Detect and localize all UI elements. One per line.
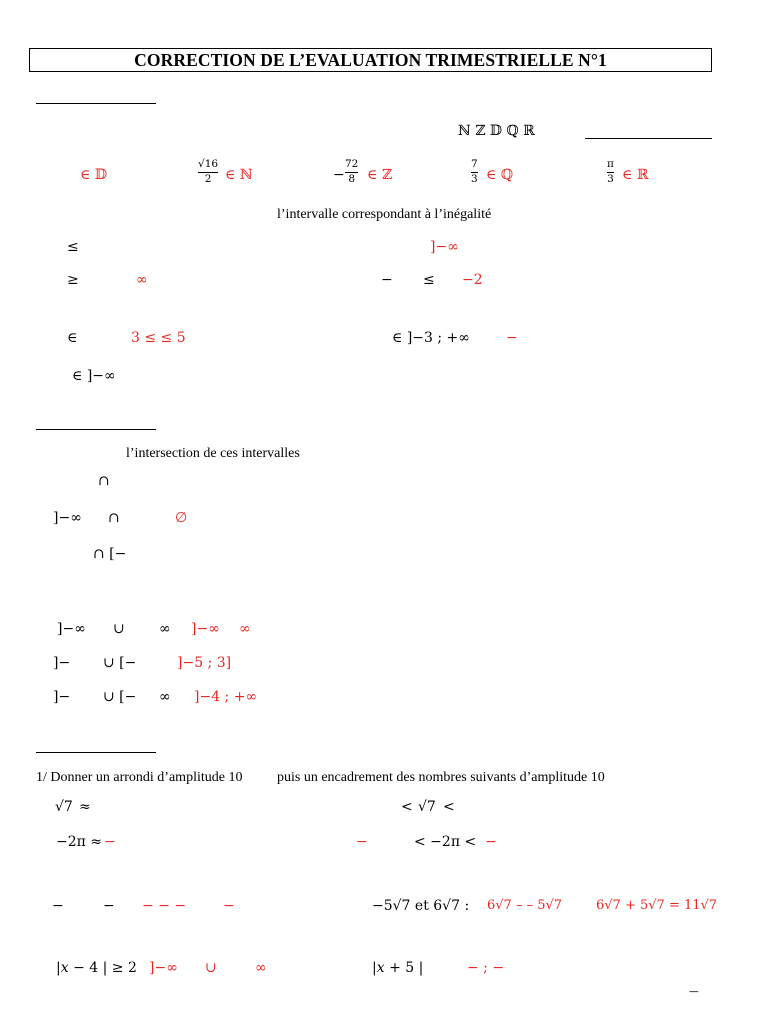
sqrt7-bound-lt-a: < bbox=[401, 799, 413, 815]
fraction-numerator: 72 bbox=[345, 158, 359, 170]
number-sets-line: ℕ ℤ 𝔻 ℚ ℝ bbox=[458, 123, 535, 139]
row3-answer-2: − bbox=[223, 898, 235, 914]
minus-2pi-rounding-answer: − bbox=[104, 834, 116, 850]
minus-2pi-bound-answer: − bbox=[485, 834, 497, 850]
ineq-3-right-answer: − bbox=[506, 330, 518, 346]
minus-2pi-mid-answer: − bbox=[356, 834, 368, 850]
abs-inequality-left: |𝑥 − 4 | ≥ 2 bbox=[56, 960, 137, 976]
abs-inequality-answer-union: ∪ bbox=[205, 960, 217, 976]
union-1-a: ]−∞ bbox=[57, 621, 86, 637]
ex1-e-fraction bbox=[607, 159, 614, 185]
ineq-2-right-a: − bbox=[381, 272, 393, 288]
ex1-c-minus: − bbox=[333, 167, 345, 183]
ineq-4-left: ∈ ]−∞ bbox=[72, 368, 116, 384]
union-3-a: ]− bbox=[53, 689, 71, 705]
union-1-answer-a: ]−∞ bbox=[191, 621, 220, 637]
abs-inequality-right: |𝑥 + 5 | bbox=[372, 960, 424, 976]
ex1-b-answer: ∈ ℕ bbox=[225, 167, 253, 183]
fraction-denominator: 3 bbox=[471, 172, 478, 185]
ex1-c-fraction bbox=[345, 159, 358, 185]
ineq-1-answer: ]−∞ bbox=[430, 239, 459, 255]
ineq-2-right-b: ≤ bbox=[423, 272, 435, 288]
minus-2pi-bound: < −2π < bbox=[414, 834, 477, 850]
ex1-d-answer: ∈ ℚ bbox=[486, 167, 514, 183]
union-3-c: ∞ bbox=[159, 689, 171, 705]
intersection-b-left: ]−∞ bbox=[53, 510, 82, 526]
intersection-instruction: l’intersection de ces intervalles bbox=[126, 446, 300, 461]
interval-instruction: l’intervalle correspondant à l’inégalité bbox=[277, 207, 492, 222]
ex1-d-fraction bbox=[471, 159, 478, 185]
question-1-part-b: puis un encadrement des nombres suivants d’amplitude 10 bbox=[277, 770, 605, 785]
minus-2pi-rounding: −2π ≈ bbox=[56, 834, 103, 850]
exercise-3-heading-rule bbox=[36, 752, 156, 753]
union-2-b: ∪ [− bbox=[103, 655, 137, 671]
ineq-3-left-answer: 3 ≤ ≤ 5 bbox=[131, 330, 186, 346]
fraction-denominator: 2 bbox=[204, 172, 212, 185]
intersection-c: ∩ [− bbox=[93, 546, 127, 562]
ex1-c-answer: ∈ ℤ bbox=[367, 167, 393, 183]
exercise-2-heading-rule bbox=[36, 429, 156, 430]
ineq-3-left-sym: ∈ bbox=[67, 330, 78, 346]
abs-inequality-answer-b: ∞ bbox=[255, 960, 267, 976]
intersection-b-answer: ∅ bbox=[175, 510, 188, 526]
fraction-numerator: π bbox=[607, 158, 614, 170]
row3-a: − bbox=[52, 898, 64, 914]
abs-inequality-right-answer: − ; − bbox=[467, 960, 505, 976]
title-box bbox=[29, 48, 712, 72]
fraction-denominator: 8 bbox=[348, 172, 356, 185]
ineq-2-right-answer: −2 bbox=[462, 272, 483, 288]
page-title: CORRECTION DE L’EVALUATION TRIMESTRIELLE N°1 bbox=[134, 49, 607, 70]
union-3-answer: ]−4 ; +∞ bbox=[194, 689, 258, 705]
fraction-numerator: √16 bbox=[198, 158, 219, 170]
answer-blank-line bbox=[585, 138, 712, 139]
sqrt7-rounding-symbol: ≈ bbox=[79, 799, 91, 815]
fraction-numerator: 7 bbox=[471, 158, 478, 170]
union-2-answer: ]−5 ; 3] bbox=[177, 655, 232, 671]
abs-inequality-answer-a: ]−∞ bbox=[149, 960, 178, 976]
compare-sqrt7-expr: −5√7 et 6√7 : bbox=[372, 898, 470, 914]
footer-mark: − bbox=[688, 984, 700, 1000]
sqrt7-rounding: √7 bbox=[55, 799, 73, 815]
union-3-b: ∪ [− bbox=[103, 689, 137, 705]
ineq-1-left: ≤ bbox=[67, 239, 79, 255]
compare-sqrt7-answer-b: 6√7 + 5√7 = 11√7 bbox=[596, 898, 718, 913]
compare-sqrt7-answer-a: 6√7 – – 5√7 bbox=[487, 898, 563, 913]
sqrt7-bound-value: √7 bbox=[418, 799, 436, 815]
row3-b: − bbox=[103, 898, 115, 914]
union-1-symbol: ∪ bbox=[113, 621, 125, 637]
question-1-part-a: 1/ Donner un arrondi d’amplitude 10 bbox=[36, 770, 243, 785]
sqrt7-bound-lt-b: < bbox=[443, 799, 455, 815]
intersection-a: ∩ bbox=[98, 473, 110, 489]
exercise-1-heading-rule bbox=[36, 103, 156, 104]
union-1-c: ∞ bbox=[159, 621, 171, 637]
ineq-3-right: ∈ ]−3 ; +∞ bbox=[392, 330, 470, 346]
row3-answer: − − − bbox=[142, 898, 187, 914]
fraction-denominator: 3 bbox=[607, 172, 614, 185]
intersection-b-symbol: ∩ bbox=[108, 510, 120, 526]
union-1-answer-b: ∞ bbox=[239, 621, 251, 637]
ex1-a-answer: ∈ 𝔻 bbox=[80, 167, 107, 183]
union-2-a: ]− bbox=[53, 655, 71, 671]
ex1-e-answer: ∈ ℝ bbox=[622, 167, 649, 183]
ineq-2-left-answer: ∞ bbox=[136, 272, 148, 288]
ex1-b-fraction bbox=[198, 159, 218, 185]
ineq-2-left-sym: ≥ bbox=[67, 272, 79, 288]
